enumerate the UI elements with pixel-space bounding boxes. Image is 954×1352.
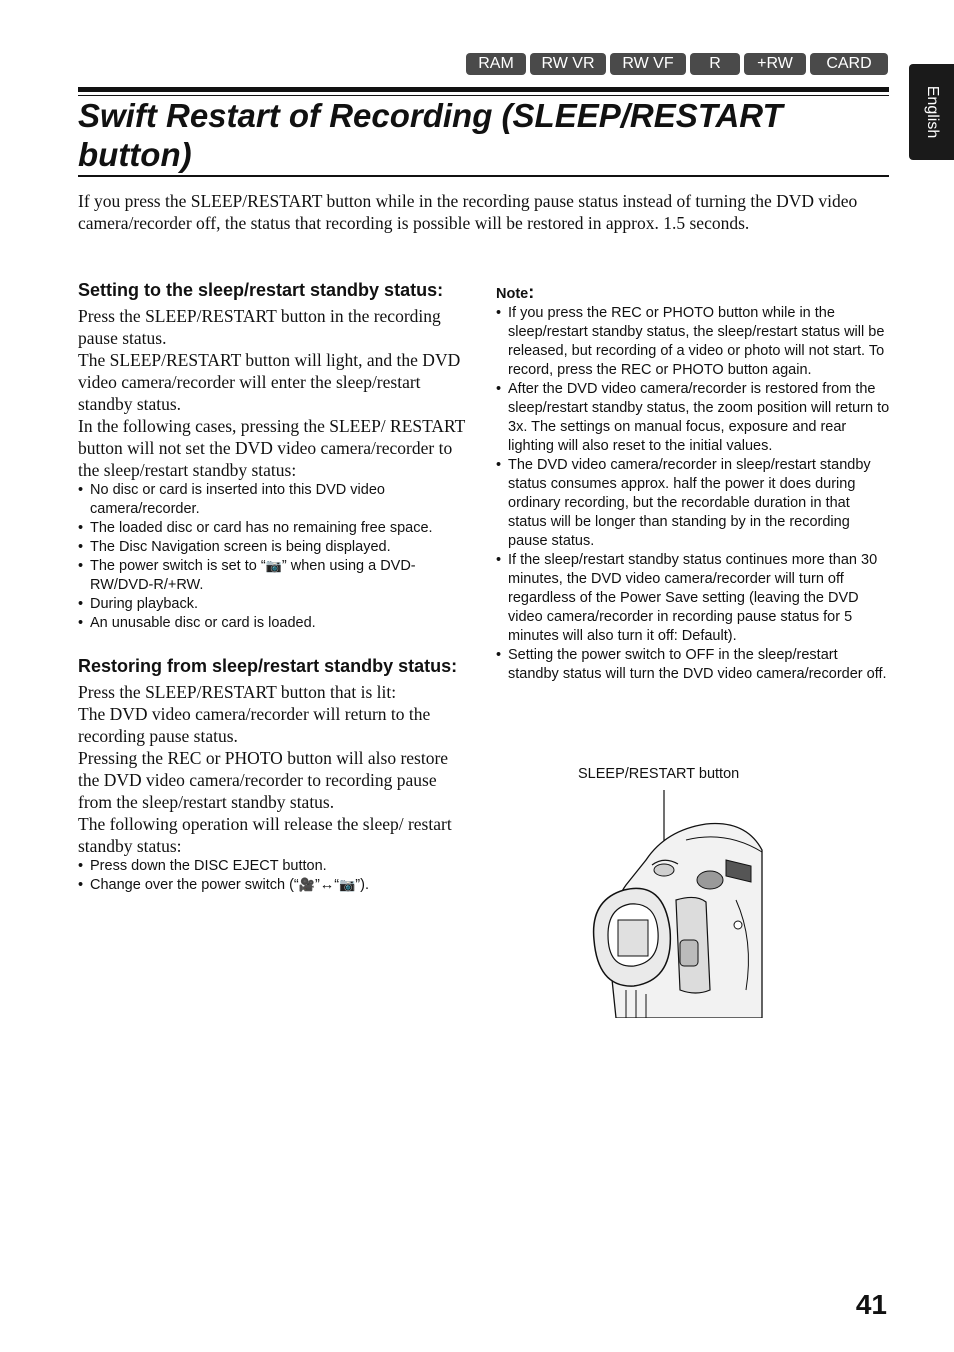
list-item: • After the DVD video camera/recorder is restored from the sleep/restart standby status, the zoom position will return to 3x. The settings on manual focus, exposure and rear lighting will also reset to the initial values. <box>496 380 891 456</box>
page-title: Swift Restart of Recording (SLEEP/RESTART button) <box>78 97 783 173</box>
restoring-paragraph: Pressing the REC or PHOTO button will also restore the DVD video camera/recorder to recording pause from the sleep/restart standby status. <box>78 748 449 812</box>
language-tab <box>909 64 954 160</box>
disc-tab-r: R <box>690 53 740 75</box>
setting-bullets <box>78 481 473 633</box>
list-item: • Setting the power switch to OFF in the sleep/restart standby status will turn the DVD video camera/recorder off. <box>496 646 891 684</box>
disc-type-tabs <box>466 53 888 75</box>
figure-caption: SLEEP/RESTART button <box>578 766 740 782</box>
note-label-colon: : <box>528 282 535 302</box>
setting-paragraph: In the following cases, pressing the SLEEP/ RESTART button will not set the DVD video camera/recorder to the sleep/restart standby status: <box>78 416 466 480</box>
note-label-text: Note <box>496 286 529 302</box>
list-item <box>78 557 473 595</box>
list-item: • No disc or card is inserted into this DVD video camera/recorder. <box>78 481 473 519</box>
disc-tab-ram: RAM <box>466 53 526 75</box>
list-item-text: The power switch is set to “ <box>90 558 266 574</box>
intro-paragraph: If you press the SLEEP/RESTART button while in the recording pause status instead of turning the DVD video camera/recorder off, the status that recording is possible will be restored in approx. 1.5 seconds. <box>78 191 858 233</box>
section-gap <box>78 633 473 655</box>
disc-tab-card: CARD <box>810 53 888 75</box>
list-item: • The DVD video camera/recorder in sleep/restart standby status consumes approx. half the power it does during ordinary recording, but the recordable duration in that status will be longer than standing by in the recording pause status. <box>496 456 891 551</box>
list-item: • During playback. <box>78 595 473 614</box>
movie-camera-icon: 🎥 <box>298 878 315 893</box>
language-tab-label: English <box>923 85 941 139</box>
list-item: • The Disc Navigation screen is being displayed. <box>78 538 473 557</box>
restoring-paragraph: Press the SLEEP/RESTART button that is lit: <box>78 682 397 702</box>
list-item: • If you press the REC or PHOTO button while in the sleep/restart standby status, the sleep/restart status will be released, but recording of a video or photo will not start. To record, press the REC or PHOTO button again. <box>496 304 891 380</box>
restoring-paragraph: The DVD video camera/recorder will return to the recording pause status. <box>78 704 431 746</box>
note-label <box>496 283 891 304</box>
title-rule-thick <box>78 87 889 92</box>
list-item-text: ” when using a DVD-RW/DVD-R/+RW. <box>90 558 416 593</box>
camera-icon: 📷 <box>339 878 356 893</box>
list-item: • Press down the DISC EJECT button. <box>78 857 473 876</box>
list-item <box>78 876 473 895</box>
restoring-paragraph: The following operation will release the sleep/ restart standby status: <box>78 814 452 856</box>
restoring-bullets <box>78 857 473 895</box>
setting-paragraph: The SLEEP/RESTART button will light, and the DVD video camera/recorder will enter the sleep/restart standby status. <box>78 350 461 414</box>
list-item: • If the sleep/restart standby status continues more than 30 minutes, the DVD video camera/recorder will turn off regardless of the Power Save setting (leaving the DVD video camera/recorder in recording pause status for 5 minutes will also turn it off: Default). <box>496 551 891 646</box>
restoring-heading: Restoring from sleep/restart standby status: <box>78 656 458 676</box>
setting-heading: Setting to the sleep/restart standby status: <box>78 280 444 300</box>
right-column <box>496 283 891 684</box>
title-rule-bottom <box>78 175 889 177</box>
left-column <box>78 279 473 895</box>
list-item-text: Change over the power switch (“ <box>90 877 299 893</box>
list-item-text: ”↔“ <box>314 877 340 893</box>
setting-paragraph: Press the SLEEP/RESTART button in the recording pause status. <box>78 306 441 348</box>
note-bullets <box>496 304 891 684</box>
list-item-text: ”). <box>355 877 369 893</box>
camcorder-illustration <box>586 790 766 1018</box>
disc-tab-rw-vf: RW VF <box>610 53 686 75</box>
page-number: 41 <box>855 1289 887 1320</box>
list-item: • The loaded disc or card has no remaining free space. <box>78 519 473 538</box>
list-item: • An unusable disc or card is loaded. <box>78 614 473 633</box>
camera-icon: 📷 <box>265 559 282 574</box>
disc-tab-rw-vr: RW VR <box>530 53 606 75</box>
disc-tab-plus-rw: +RW <box>744 53 806 75</box>
